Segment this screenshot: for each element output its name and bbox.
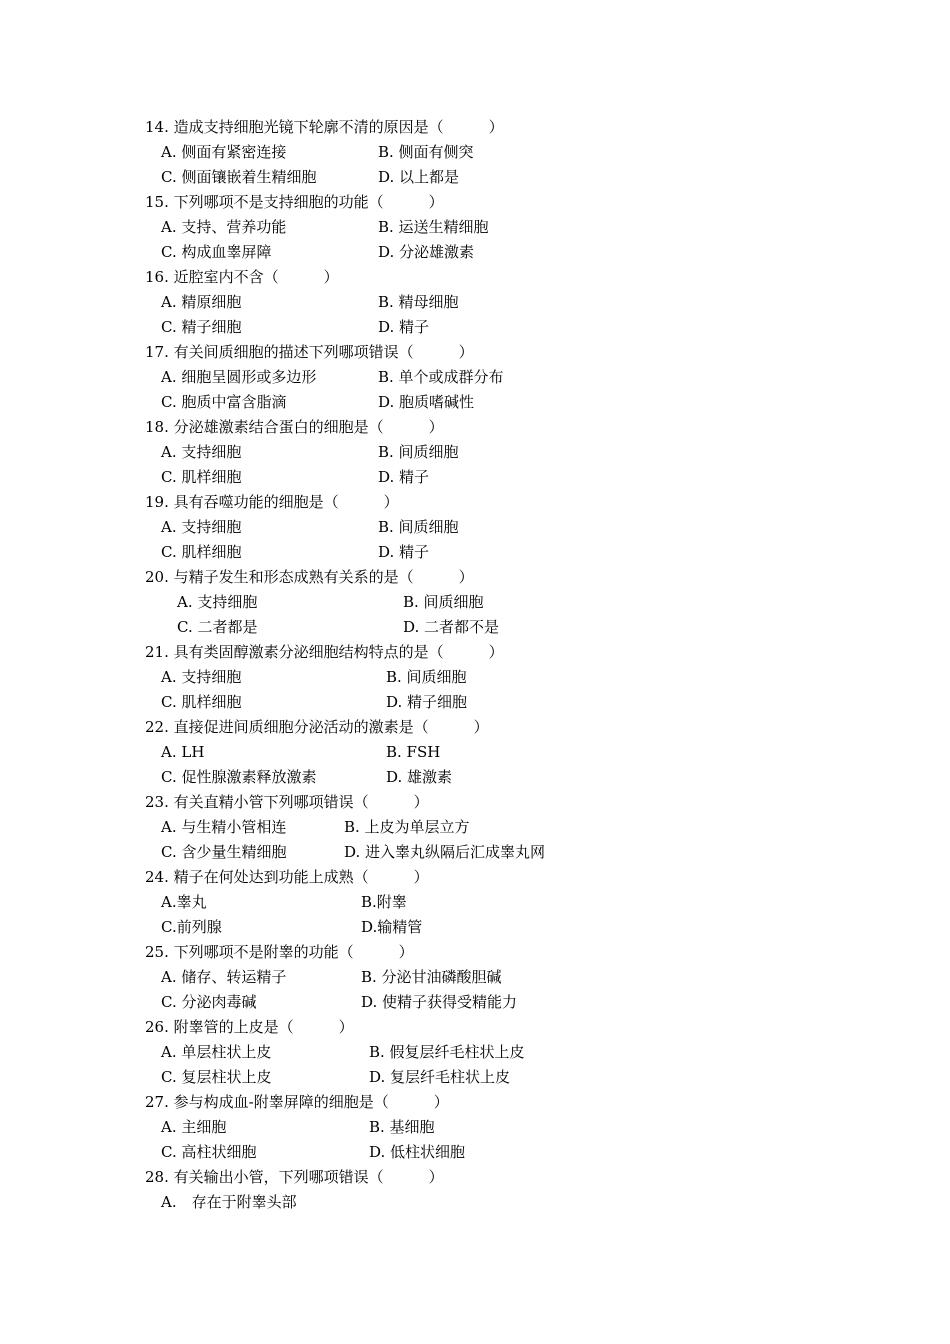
question-22 <box>145 715 905 790</box>
question-stem: 26. 附睾管的上皮是（ ） <box>145 1018 354 1036</box>
option-b: B.附睾 <box>361 893 407 911</box>
option-c: C. 二者都是 <box>177 618 258 636</box>
option-b: B. 运送生精细胞 <box>378 218 489 236</box>
question-stem: 24. 精子在何处达到功能上成熟（ ） <box>145 868 429 886</box>
option-a: A.睾丸 <box>161 893 207 911</box>
option-d: D. 精子 <box>378 543 430 561</box>
option-a: A. 存在于附睾头部 <box>161 1193 297 1211</box>
question-stem: 23. 有关直精小管下列哪项错误（ ） <box>145 793 429 811</box>
option-b: B. 单个或成群分布 <box>378 368 504 386</box>
option-c: C. 精子细胞 <box>161 318 242 336</box>
option-d: D. 进入睾丸纵隔后汇成睾丸网 <box>344 843 546 861</box>
option-a: A. 主细胞 <box>161 1118 227 1136</box>
option-d: D. 精子细胞 <box>386 693 468 711</box>
option-d: D. 以上都是 <box>378 168 460 186</box>
option-b: B. 假复层纤毛柱状上皮 <box>369 1043 525 1061</box>
option-a: A. 储存、转运精子 <box>161 968 287 986</box>
question-20 <box>145 565 905 640</box>
option-d: D. 复层纤毛柱状上皮 <box>369 1068 511 1086</box>
option-c: C. 肌样细胞 <box>161 468 242 486</box>
option-b: B. 间质细胞 <box>386 668 467 686</box>
option-a: A. 单层柱状上皮 <box>161 1043 272 1061</box>
question-26 <box>145 1015 905 1090</box>
option-a: A. 支持、营养功能 <box>161 218 287 236</box>
option-b: B. FSH <box>386 743 441 761</box>
option-d: D. 精子 <box>378 318 430 336</box>
option-d: D. 精子 <box>378 468 430 486</box>
option-d: D. 使精子获得受精能力 <box>361 993 518 1011</box>
option-c: C. 侧面镶嵌着生精细胞 <box>161 168 317 186</box>
question-stem: 21. 具有类固醇激素分泌细胞结构特点的是（ ） <box>145 643 504 661</box>
option-d: D. 雄激素 <box>386 768 453 786</box>
question-27 <box>145 1090 905 1165</box>
question-stem: 14. 造成支持细胞光镜下轮廓不清的原因是（ ） <box>145 118 504 136</box>
option-d: D. 分泌雄激素 <box>378 243 475 261</box>
option-c: C. 分泌肉毒碱 <box>161 993 257 1011</box>
question-23 <box>145 790 905 865</box>
option-c: C. 含少量生精细胞 <box>161 843 287 861</box>
question-stem: 25. 下列哪项不是附睾的功能（ ） <box>145 943 414 961</box>
question-stem: 18. 分泌雄激素结合蛋白的细胞是（ ） <box>145 418 444 436</box>
question-21 <box>145 640 905 715</box>
option-b: B. 基细胞 <box>369 1118 435 1136</box>
question-18 <box>145 415 905 490</box>
question-list <box>145 115 905 1215</box>
option-d: D. 低柱状细胞 <box>369 1143 466 1161</box>
question-stem: 16. 近腔室内不含（ ） <box>145 268 339 286</box>
option-a: A. 支持细胞 <box>177 593 258 611</box>
option-a: A. 支持细胞 <box>161 668 242 686</box>
question-19 <box>145 490 905 565</box>
question-17 <box>145 340 905 415</box>
question-15 <box>145 190 905 265</box>
option-a: A. 支持细胞 <box>161 518 242 536</box>
option-a: A. 细胞呈圆形或多边形 <box>161 368 317 386</box>
option-c: C. 肌样细胞 <box>161 693 242 711</box>
option-c: C. 肌样细胞 <box>161 543 242 561</box>
question-14 <box>145 115 905 190</box>
option-d: D. 二者都不是 <box>403 618 500 636</box>
option-c: C.前列腺 <box>161 918 222 936</box>
question-stem: 15. 下列哪项不是支持细胞的功能（ ） <box>145 193 444 211</box>
option-a: A. 侧面有紧密连接 <box>161 143 287 161</box>
option-c: C. 复层柱状上皮 <box>161 1068 272 1086</box>
option-c: C. 促性腺激素释放激素 <box>161 768 317 786</box>
question-stem: 28. 有关输出小管，下列哪项错误（ ） <box>145 1168 444 1186</box>
option-b: B. 上皮为单层立方 <box>344 818 470 836</box>
question-16 <box>145 265 905 340</box>
question-24 <box>145 865 905 940</box>
option-a: A. 精原细胞 <box>161 293 242 311</box>
option-c: C. 高柱状细胞 <box>161 1143 257 1161</box>
option-a: A. 与生精小管相连 <box>161 818 287 836</box>
question-stem: 20. 与精子发生和形态成熟有关系的是（ ） <box>145 568 474 586</box>
option-d: D.输精管 <box>361 918 423 936</box>
question-stem: 17. 有关间质细胞的描述下列哪项错误（ ） <box>145 343 474 361</box>
option-b: B. 间质细胞 <box>378 518 459 536</box>
option-b: B. 精母细胞 <box>378 293 459 311</box>
option-a: A. LH <box>161 743 205 761</box>
question-stem: 19. 具有吞噬功能的细胞是（ ） <box>145 493 399 511</box>
question-25 <box>145 940 905 1015</box>
option-c: C. 胞质中富含脂滴 <box>161 393 287 411</box>
option-d: D. 胞质嗜碱性 <box>378 393 475 411</box>
question-stem: 22. 直接促进间质细胞分泌活动的激素是（ ） <box>145 718 489 736</box>
option-c: C. 构成血睾屏障 <box>161 243 272 261</box>
question-28 <box>145 1165 905 1215</box>
option-b: B. 间质细胞 <box>378 443 459 461</box>
option-b: B. 分泌甘油磷酸胆碱 <box>361 968 502 986</box>
option-b: B. 侧面有侧突 <box>378 143 474 161</box>
question-stem: 27. 参与构成血-附睾屏障的细胞是（ ） <box>145 1093 449 1111</box>
option-b: B. 间质细胞 <box>403 593 484 611</box>
option-a: A. 支持细胞 <box>161 443 242 461</box>
